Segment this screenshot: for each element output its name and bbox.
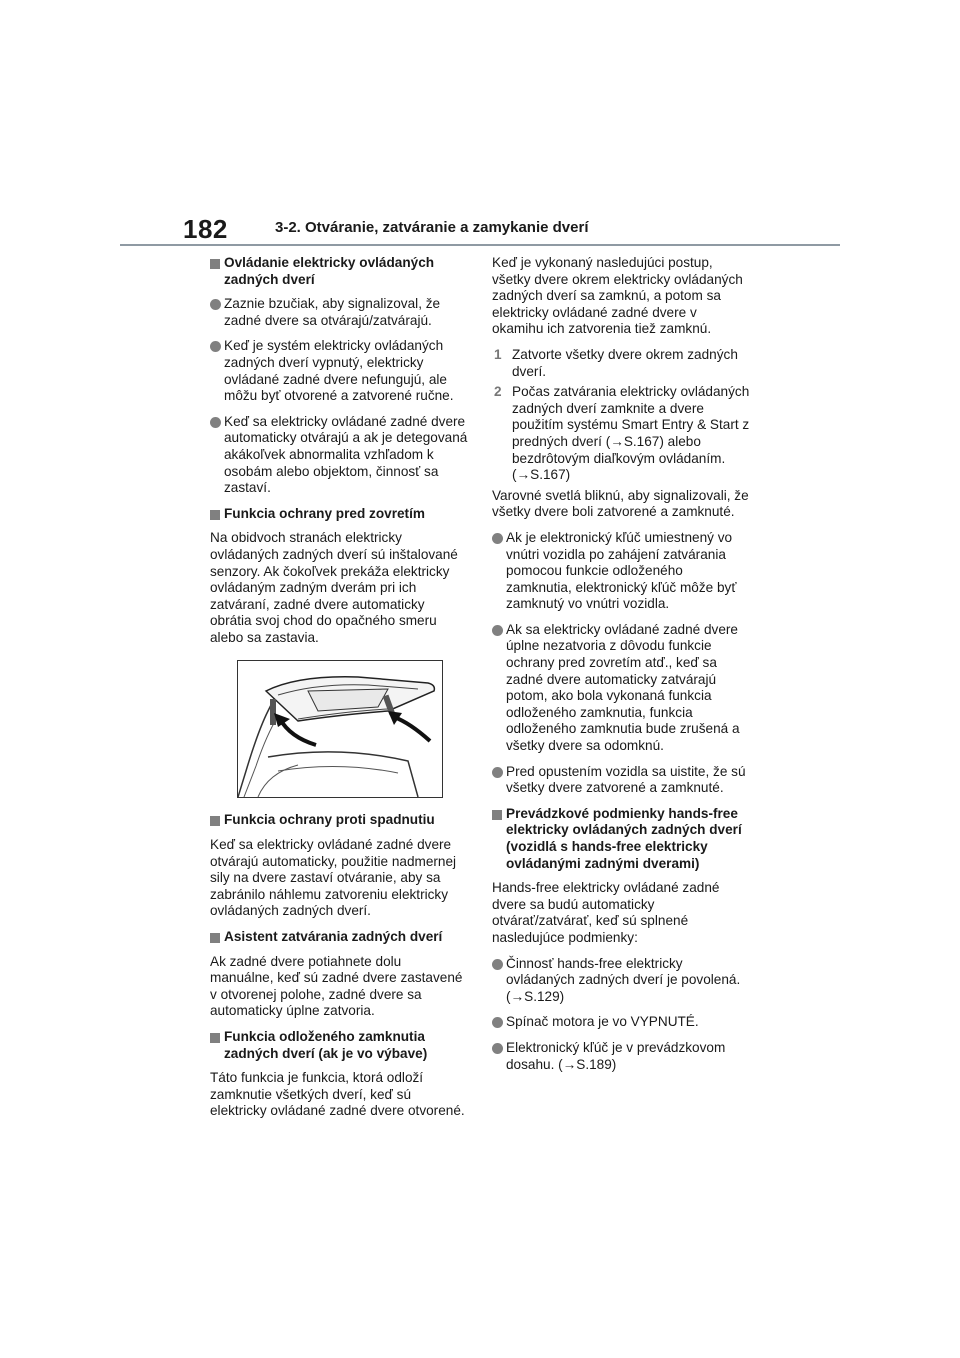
heading-delayed-lock: Funkcia odloženého zamknutia zadných dverí (ak je vo výbave) [210,1029,468,1062]
page-number: 182 [183,214,228,244]
square-bullet-icon [210,259,220,269]
header-divider [120,244,840,246]
square-bullet-icon [210,1033,220,1043]
heading-fall-protection: Funkcia ochrany proti spadnutiu [210,812,468,829]
paragraph-delayed-lock: Táto funkcia je funkcia, ktorá odloží zamknutie všetkých dverí, keď sú elektricky ovládané zadné dvere otvorené. [210,1070,465,1119]
bullet-lock-cancelled: Ak sa elektricky ovládané zadné dvere úplne nezatvoria z dôvodu funkcie ochrany pred zovretím atď., keď sa zadné dvere automaticky zatvárajú potom, ako bola vykonaná funkcia odloženého zamknutia, funkcia odloženého zamknutia bude zrušená a všetky dvere sa odomknú. [492,622,750,755]
round-bullet-icon [492,533,503,544]
page-header [0,0,960,250]
heading-jam-protection: Funkcia ochrany pred zovretím [210,506,468,523]
bullet-engine-off: Spínač motora je vo VYPNUTÉ. [492,1014,750,1031]
round-bullet-icon [492,959,503,970]
bullet-key-in-range: Elektronický kľúč je v prevádzkovom dosahu. (→S.189) [492,1040,750,1073]
paragraph-fall-protection: Keď sa elektricky ovládané zadné dvere otvárajú automaticky, použitie nadmernej sily na dvere zastaví otváranie, aby sa zabránilo náhlemu zatvoreniu elektricky ovládaných zadných dverí. [210,837,457,919]
section-title: 3-2. Otváranie, zatváranie a zamykanie dverí [275,219,589,236]
bullet-abnormality: Keď sa elektricky ovládané zadné dvere automaticky otvárajú a ak je detegovaná akákoľvek abnormalita vzhľadom k osobám alebo objektom, činnosť sa zastaví. [210,414,468,497]
bullet-buzzer: Zaznie bzučiak, aby signalizoval, že zadné dvere sa otvárajú/zatvárajú. [210,296,468,329]
square-bullet-icon [210,510,220,520]
paragraph-jam-protection: Na obidvoch stranách elektricky ovládaných zadných dverí sú inštalované senzory. Ak čokoľvek prekáža elektricky ovládaným zadným dverám pri ich zatváraní, zadné dvere automaticky obrátia svoj chod do opačného smeru alebo sa zastavia. [210,530,458,645]
paragraph-closing-assist: Ak zadné dvere potiahnete dolu manuálne, keď sú zadné dvere zastavené v otvorenej polohe, zadné dvere sa automaticky úplne zatvoria. [210,953,463,1019]
step-number: 2 [494,384,502,400]
round-bullet-icon [492,767,503,778]
round-bullet-icon [210,299,221,310]
left-column [210,255,468,1129]
paragraph-warning-lights: Varovné svetlá bliknú, aby signalizovali, že všetky dvere boli zatvorené a zamknuté. [492,487,749,520]
paragraph-procedure-intro: Keď je vykonaný nasledujúci postup, všetky dvere okrem elektricky ovládaných zadných dverí sa zamknú, a potom sa elektricky ovládané zadné dvere v okamihu ich zatvorenia tiež zamknú. [492,255,743,337]
round-bullet-icon [210,341,221,352]
round-bullet-icon [492,625,503,636]
round-bullet-icon [492,1017,503,1028]
square-bullet-icon [210,816,220,826]
heading-hands-free-conditions: Prevádzkové podmienky hands-free elektricky ovládaných zadných dverí (vozidlá s hands-free elektricky ovládanými zadnými dverami) [492,806,750,872]
right-column [492,255,750,1082]
square-bullet-icon [492,810,502,820]
step-2: 2 Počas zatvárania elektricky ovládaných zadných dverí zamknite a dvere použitím systému Smart Entry & Start z predných dverí (→S.167) alebo bezdrôtovým diaľkovým ovládaním. (→S.167) [494,384,750,483]
square-bullet-icon [210,933,220,943]
heading-power-tailgate-operation: Ovládanie elektricky ovládaných zadných dverí [210,255,468,288]
step-1: 1 Zatvorte všetky dvere okrem zadných dverí. [494,346,738,379]
bullet-system-off: Keď je systém elektricky ovládaných zadných dverí vypnutý, elektricky ovládané zadné dvere nefungujú, ale môžu byť otvorené a zatvorené ručne. [210,338,468,404]
round-bullet-icon [210,417,221,428]
round-bullet-icon [492,1043,503,1054]
step-number: 1 [494,346,502,362]
paragraph-hands-free-intro: Hands-free elektricky ovládané zadné dvere sa budú automaticky otvárať/zatvárať, keď sú splnené nasledujúce podmienky: [492,880,720,945]
bullet-key-inside: Ak je elektronický kľúč umiestnený vo vnútri vozidla po zahájení zatvárania pomocou funkcie odloženého zamknutia, elektronický kľúč môže byť zamknutý vo vnútri vozidla. [492,530,750,613]
bullet-hands-free-enabled: Činnosť hands-free elektricky ovládaných zadných dverí je povolená. (→S.129) [492,956,750,1006]
heading-closing-assist: Asistent zatvárania zadných dverí [210,929,468,946]
bullet-check-doors: Pred opustením vozidla sa uistite, že sú všetky dvere zatvorené a zamknuté. [492,764,750,797]
tailgate-sensor-illustration [237,660,443,798]
tailgate-illustration-svg [238,661,442,797]
